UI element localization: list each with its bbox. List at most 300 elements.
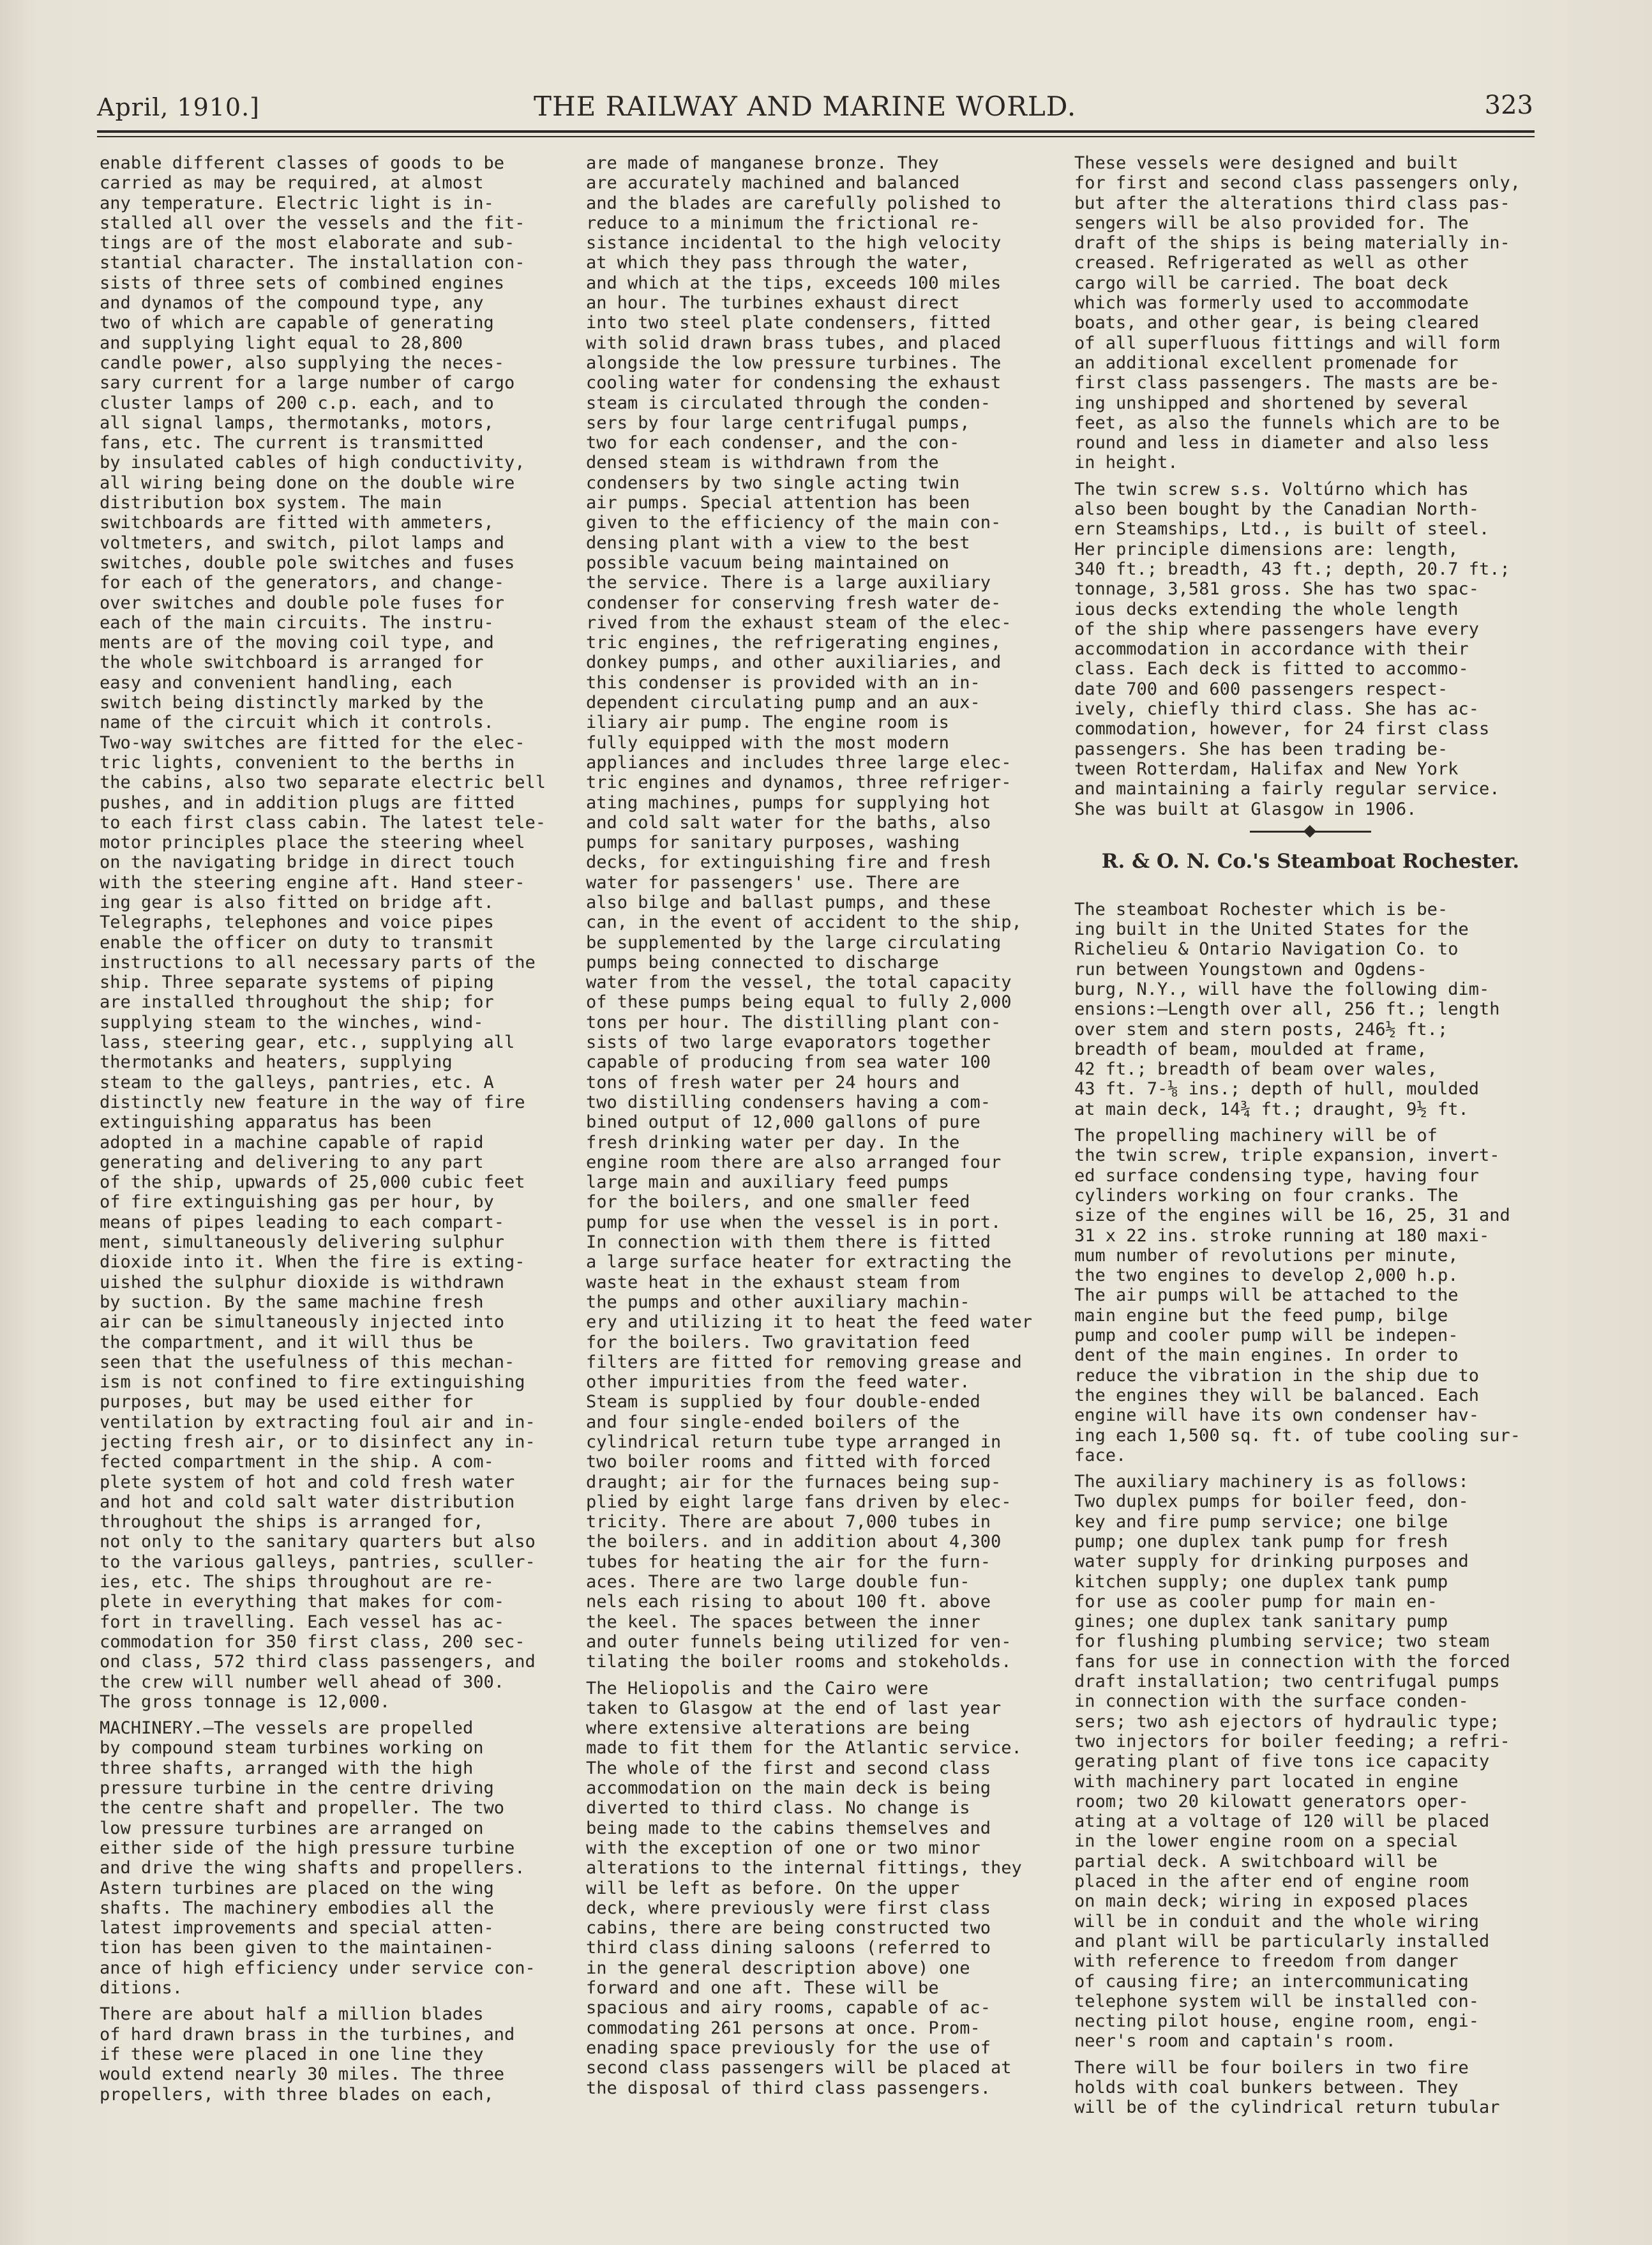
text-line: adopted in a machine capable of rapid [100,1132,484,1153]
text-line: Two duplex pumps for boiler feed, don- [1074,1492,1469,1512]
text-line: of causing fire; an intercommunicating [1074,1971,1469,1992]
text-line: ies, etc. The ships throughout are re- [100,1572,494,1592]
text-line: fected compartment in the ship. A com- [100,1452,494,1472]
text-line: ery and utilizing it to heat the feed water [586,1312,1032,1333]
text-line: an hour. The turbines exhaust direct [586,293,960,314]
text-line: ship. Three separate systems of piping [100,972,494,993]
text-line: will be of the cylindrical return tubular [1074,2098,1500,2118]
text-line: for each of the generators, and change- [100,573,504,593]
text-line: plete in everything that makes for com- [100,1592,504,1612]
text-line: ing each 1,500 sq. ft. of tube cooling sur- [1074,1425,1521,1446]
text-line: tings are of the most elaborate and sub- [100,233,515,253]
text-line: sists of two large evaporators together [586,1032,991,1053]
text-line: to each first class cabin. The latest tele- [100,812,546,833]
text-line: ance of high efficiency under service con- [100,1958,536,1978]
text-line: tubes for heating the air for the furn- [586,1552,991,1572]
text-line: There are about half a million blades [100,2004,484,2025]
text-line: face. [1074,1445,1127,1465]
text-line: pumps being connected to discharge [586,952,939,972]
text-line: fresh drinking water per day. In the [586,1132,960,1153]
text-line: The propelling machinery will be of [1074,1126,1438,1146]
text-line: three shafts, arranged with the high [100,1758,474,1778]
text-line: air can be simultaneously injected into [100,1312,504,1333]
text-line: sistance incidental to the high velocity [586,233,1002,253]
text-line: draft installation; two centrifugal pumps [1074,1672,1500,1692]
text-line: on the navigating bridge in direct touch [100,852,515,873]
text-line: neer's room and captain's room. [1074,2031,1396,2052]
paragraph-gap [1074,2052,1547,2058]
text-line: reduce to a minimum the frictional re- [586,213,980,233]
text-line: are accurately machined and balanced [586,173,960,193]
text-line: creased. Refrigerated as well as other [1074,253,1469,273]
text-line: thermotanks and heaters, supplying [100,1052,453,1073]
text-line: tween Rotterdam, Halifax and New York [1074,759,1459,779]
text-line: in the general description above) one [586,1958,970,1978]
text-line: of these pumps being equal to fully 2,000 [586,992,1012,1013]
text-line: given to the efficiency of the main con- [586,513,1002,533]
text-line: engine will have its own condenser hav- [1074,1405,1479,1426]
text-line: There will be four boilers in two fire [1074,2057,1469,2078]
text-line: but after the alterations third class pas- [1074,193,1510,213]
text-line: and cold salt water for the baths, also [586,812,991,833]
text-line: draft of the ships is being materially in- [1074,233,1510,253]
paragraph [1074,2058,1547,2118]
text-line: ism is not confined to fire extinguishing [100,1372,525,1393]
text-line: filters are fitted for removing grease and [586,1352,1022,1372]
text-line: tric engines and dynamos, three refriger- [586,773,1012,793]
text-line: ing unshipped and shortened by several [1074,393,1469,413]
section-divider [1074,819,1547,849]
text-line: are installed throughout the ship; for [100,992,494,1013]
text-line: be supplemented by the large circulating [586,932,1002,953]
text-line: tion has been given to the maintainen- [100,1938,494,1958]
text-line: 42 ft.; breadth of beam over wales, [1074,1059,1438,1080]
text-line: ating machines, pumps for supplying hot [586,792,991,813]
text-line: ating at a voltage of 120 will be placed [1074,1811,1490,1832]
text-line: this condenser is provided with an in- [586,672,980,693]
text-line: air pumps. Special attention has been [586,493,970,513]
text-line: and maintaining a fairly regular service. [1074,779,1500,799]
text-column-3 [1074,153,1547,2118]
text-line: alterations to the internal fittings, they [586,1858,1022,1878]
text-line: two boiler rooms and fitted with forced [586,1452,991,1472]
text-line: fort in travelling. Each vessel has ac- [100,1612,504,1632]
text-line: the service. There is a large auxiliary [586,573,991,593]
text-line: two distilling condensers having a com- [586,1092,991,1112]
header-rule-thick [97,130,1535,133]
text-line: forward and one aft. These will be [586,1978,939,1999]
text-line: capable of producing from sea water 100 [586,1052,991,1073]
page-number: 323 [1484,91,1533,120]
text-line: the twin screw, triple expansion, invert- [1074,1145,1500,1166]
text-line: being made to the cabins themselves and [586,1818,991,1838]
text-line: and supplying light equal to 28,800 [100,333,463,353]
text-line: which was formerly used to accommodate [1074,293,1469,314]
text-line: ensions:—Length over all, 256 ft.; length [1074,999,1500,1020]
text-line: cluster lamps of 200 c.p. each, and to [100,393,494,413]
text-line: for first and second class passengers only, [1074,173,1521,193]
text-line: holds with coal bunkers between. They [1074,2078,1459,2098]
text-line: plied by eight large fans driven by elec- [586,1492,1012,1512]
text-line: iliary air pump. The engine room is [586,713,949,733]
text-line: of hard drawn brass in the turbines, and [100,2024,515,2045]
text-line: Telegraphs, telephones and voice pipes [100,912,494,933]
text-line: main engine but the feed pump, bilge [1074,1305,1448,1326]
text-line: in the lower engine room on a special [1074,1831,1459,1852]
text-line: with the exception of one or two minor [586,1838,980,1858]
header-date: April, 1910.] [97,93,260,121]
text-line: any temperature. Electric light is in- [100,193,494,213]
text-line: burg, N.Y., will have the following dim- [1074,979,1490,999]
text-line: other impurities from the feed water. [586,1372,970,1393]
text-column-2 [586,153,1058,2098]
text-line: an additional excellent promenade for [1074,352,1459,373]
text-line: gerating plant of five tons ice capacity [1074,1751,1490,1772]
text-line: sists of three sets of combined engines [100,273,504,293]
text-line: spacious and airy rooms, capable of ac- [586,1998,991,2018]
text-line: cooling water for condensing the exhaust [586,373,1002,393]
text-line: propellers, with three blades on each, [100,2084,494,2105]
text-line: for the boilers, and one smaller feed [586,1192,970,1213]
text-line: ing built in the United States for the [1074,919,1469,940]
text-line: will be in conduit and the whole wiring [1074,1911,1479,1931]
text-line: would extend nearly 30 miles. The three [100,2064,504,2085]
text-line: where extensive alterations are being [586,1718,970,1739]
text-line: sers; two ash ejectors of hydraulic type; [1074,1711,1500,1732]
text-line: sengers will be also provided for. The [1074,213,1469,233]
text-line: the whole switchboard is arranged for [100,653,484,673]
text-line: the centre shaft and propeller. The two [100,1798,504,1818]
text-line: by suction. By the same machine fresh [100,1292,484,1312]
text-line: fans, etc. The current is transmitted [100,433,484,453]
text-line: if these were placed in one line they [100,2044,484,2064]
text-line: water supply for drinking purposes and [1074,1552,1469,1572]
text-line: These vessels were designed and built [1074,153,1459,173]
paragraph [1074,1472,1547,2052]
text-line: date 700 and 600 passengers respect- [1074,679,1448,699]
text-line: ventilation by extracting foul air and in- [100,1412,536,1432]
paragraph [586,153,1058,1672]
text-line: tric lights, convenient to the berths in [100,752,515,773]
text-line: also been bought by the Canadian North- [1074,499,1479,520]
text-line: decks, for extinguishing fire and fresh [586,852,991,873]
text-line: cabins, there are being constructed two [586,1918,991,1939]
text-line: two for each condenser, and the con- [586,433,960,453]
text-line: ment, simultaneously delivering sulphur [100,1232,504,1253]
text-line: The auxiliary machinery is as follows: [1074,1472,1469,1492]
text-line: carried as may be required, at almost [100,173,484,193]
text-line: ing gear is also fitted on bridge aft. [100,892,494,912]
text-line: of all superfluous fittings and will form [1074,333,1500,353]
text-line: two of which are capable of generating [100,313,494,333]
text-line: in connection with the surface conden- [1074,1691,1469,1712]
text-line: switches, double pole switches and fuses [100,552,515,573]
text-line: She was built at Glasgow in 1906. [1074,799,1417,819]
text-line: feet, as also the funnels which are to be [1074,412,1500,433]
text-line: aces. There are two large double fun- [586,1572,970,1592]
text-line: pumps for sanitary purposes, washing [586,833,960,853]
text-line: and dynamos of the compound type, any [100,293,484,314]
text-line: at which they pass through the water, [586,253,970,273]
text-line: Richelieu & Ontario Navigation Co. to [1074,939,1459,960]
text-line: reduce the vibration in the ship due to [1074,1365,1479,1386]
paragraph [1074,480,1547,819]
text-line: on main deck; wiring in exposed places [1074,1891,1469,1912]
paragraph-gap [1074,1465,1547,1472]
text-line: for flushing plumbing service; two steam [1074,1631,1490,1652]
text-line: Steam is supplied by four double-ended [586,1392,980,1412]
text-line: instructions to all necessary parts of the [100,952,536,972]
text-line: water from the vessel, the total capacity [586,972,1012,993]
text-line: at main deck, 14¾ ft.; draught, 9½ ft. [1074,1099,1469,1119]
text-line: mum number of revolutions per minute, [1074,1245,1459,1266]
text-line: will be left as before. On the upper [586,1878,960,1898]
text-line: gines; one duplex tank sanitary pump [1074,1612,1448,1632]
text-line: taken to Glasgow at the end of last year [586,1698,1002,1718]
text-line: seen that the usefulness of this mechan- [100,1352,515,1372]
text-line: distinctly new feature in the way of fire [100,1092,525,1112]
text-line: sary current for a large number of cargo [100,373,515,393]
text-line: and outer funnels being utilized for ven- [586,1631,1012,1652]
text-line: lass, steering gear, etc., supplying all [100,1032,515,1053]
text-line: appliances and includes three large elec- [586,752,1012,773]
paragraph [100,2004,572,2104]
paragraph-gap [1074,473,1547,480]
text-line: not only to the sanitary quarters but also [100,1532,536,1552]
text-line: pump; one duplex tank pump for fresh [1074,1532,1448,1552]
text-line: generating and delivering to any part [100,1152,484,1172]
text-line: switch being distinctly marked by the [100,693,484,713]
journal-title: THE RAILWAY AND MARINE WORLD. [534,91,1077,122]
text-line: the engines they will be balanced. Each [1074,1385,1479,1405]
text-line: enable different classes of goods to be [100,153,504,173]
text-line: with reference to freedom from danger [1074,1951,1459,1972]
text-line: the pumps and other auxiliary machin- [586,1292,970,1312]
text-line: enable the officer on duty to transmit [100,932,494,953]
text-line: enading space previously for the use of [586,2037,991,2058]
text-line: the disposal of third class passengers. [586,2078,991,2098]
paragraph [1074,1126,1547,1465]
text-line: water for passengers' use. There are [586,872,960,893]
text-line: ern Steamships, Ltd., is built of steel. [1074,519,1490,540]
text-line: MACHINERY.—The vessels are propelled [100,1718,474,1739]
text-line: The gross tonnage is 12,000. [100,1691,391,1712]
text-line: The air pumps will be attached to the [1074,1285,1459,1306]
text-line: in height. [1074,453,1178,473]
text-line: telephone system will be installed con- [1074,1991,1479,2011]
text-line: shafts. The machinery embodies all the [100,1898,494,1918]
text-line: stantial character. The installation con- [100,253,525,273]
text-line: stalled all over the vessels and the fit- [100,213,525,233]
text-line: uished the sulphur dioxide is withdrawn [100,1272,504,1292]
text-line: the cabins, also two separate electric bell [100,773,546,793]
text-line: into two steel plate condensers, fitted [586,313,991,333]
text-line: The steamboat Rochester which is be- [1074,899,1448,919]
text-line: the crew will number well ahead of 300. [100,1672,504,1692]
text-line: pump for use when the vessel is in port. [586,1212,1002,1232]
paragraph-gap [1074,1119,1547,1126]
text-line: The twin screw s.s. Voltúrno which has [1074,479,1469,499]
text-line: for the boilers. Two gravitation feed [586,1332,970,1352]
paragraph [1074,153,1547,473]
text-line: fully equipped with the most modern [586,732,949,753]
text-line: sers by four large centrifugal pumps, [586,412,970,433]
text-line: waste heat in the exhaust steam from [586,1272,960,1292]
text-line: fans for use in connection with the forced [1074,1651,1510,1672]
text-line: to the various galleys, pantries, sculler- [100,1552,536,1572]
text-line: round and less in diameter and also less [1074,433,1490,453]
text-line: class. Each deck is fitted to accommo- [1074,659,1469,679]
text-line: the boilers. and in addition about 4,300 [586,1532,1002,1552]
text-line: engine room there are also arranged four [586,1152,1002,1172]
text-line: densed steam is withdrawn from the [586,453,939,473]
paragraph-gap [100,1712,572,1718]
text-line: Astern turbines are placed on the wing [100,1878,494,1898]
text-line: Her principle dimensions are: length, [1074,539,1459,559]
text-line: pushes, and in addition plugs are fitted [100,792,515,813]
text-line: can, in the event of accident to the ship, [586,912,1022,933]
text-line: dependent circulating pump and an aux- [586,693,980,713]
text-line: first class passengers. The masts are be- [1074,373,1500,393]
text-line: boats, and other gear, is being cleared [1074,313,1479,333]
text-line: ond class, 572 third class passengers, and [100,1652,536,1672]
text-line: 31 x 22 ins. stroke running at 180 maxi- [1074,1225,1490,1246]
text-line: jecting fresh air, or to disinfect any in- [100,1432,536,1452]
text-line: second class passengers will be placed at [586,2058,1012,2078]
text-line: steam is circulated through the conden- [586,393,991,413]
text-line: run between Youngstown and Ogdens- [1074,959,1427,979]
text-line: partial deck. A switchboard will be [1074,1851,1438,1871]
text-line: tons of fresh water per 24 hours and [586,1072,960,1092]
text-line: bined output of 12,000 gallons of pure [586,1112,980,1133]
text-line: necting pilot house, engine room, engi- [1074,2011,1479,2032]
text-line: of fire extinguishing gas per hour, by [100,1192,494,1213]
text-line: throughout the ships is arranged for, [100,1512,484,1532]
text-line: placed in the after end of engine room [1074,1871,1469,1892]
text-line: either side of the high pressure turbine [100,1838,515,1858]
text-line: cylinders working on four cranks. The [1074,1185,1459,1206]
text-line: switchboards are fitted with ammeters, [100,513,494,533]
text-line: by insulated cables of high conductivity, [100,453,525,473]
section-heading: R. & O. N. Co.'s Steamboat Rochester. [1101,849,1520,873]
text-line: ed surface condensing type, having four [1074,1165,1479,1186]
text-line: The whole of the first and second class [586,1758,991,1778]
text-line: cargo will be carried. The boat deck [1074,273,1448,293]
text-line: the keel. The spaces between the inner [586,1612,980,1632]
paragraph-gap [586,1672,1058,1679]
text-line: are made of manganese bronze. They [586,153,939,173]
text-line: possible vacuum being maintained on [586,552,949,573]
text-line: passengers. She has been trading be- [1074,739,1448,759]
text-line: and drive the wing shafts and propellers. [100,1858,525,1878]
text-line: tilating the boiler rooms and stokeholds. [586,1652,1012,1672]
text-line: third class dining saloons (referred to [586,1938,991,1958]
text-line: of the ship, upwards of 25,000 cubic feet [100,1172,525,1193]
text-line: with machinery part located in engine [1074,1771,1459,1792]
text-line: distribution box system. The main [100,493,442,513]
text-line: commodating 261 persons at once. Prom- [586,2018,980,2038]
text-line: and which at the tips, exceeds 100 miles [586,273,1002,293]
text-line: purposes, but may be used either for [100,1392,474,1412]
paragraph [100,153,572,1712]
text-line: steam to the galleys, pantries, etc. A [100,1072,494,1092]
text-line: ively, chiefly third class. She has ac- [1074,699,1479,720]
text-line: nels each rising to about 100 ft. above [586,1592,991,1612]
text-line: rived from the exhaust steam of the elec- [586,612,1012,633]
text-line: all wiring being done on the double wire [100,472,515,493]
text-line: pump and cooler pump will be indepen- [1074,1326,1459,1346]
text-line: and four single-ended boilers of the [586,1412,960,1432]
text-line: alongside the low pressure turbines. The [586,352,1002,373]
text-line: pressure turbine in the centre driving [100,1778,494,1799]
text-line: commodation for 350 first class, 200 sec- [100,1631,525,1652]
text-line: by compound steam turbines working on [100,1738,484,1758]
text-column-1 [100,153,572,2105]
text-line: tons per hour. The distilling plant con- [586,1012,1002,1032]
paragraph [586,1679,1058,2098]
text-line: dioxide into it. When the fire is exting- [100,1252,525,1273]
text-line: room; two 20 kilowatt generators oper- [1074,1791,1469,1811]
text-line: densing plant with a view to the best [586,533,970,553]
text-line: for use as cooler pump for main en- [1074,1591,1438,1612]
text-line: condenser for conserving fresh water de- [586,593,1002,613]
text-line: and hot and cold salt water distribution [100,1492,515,1512]
text-line: cylindrical return tube type arranged in [586,1432,1002,1452]
text-line: two injectors for boiler feeding; a refri- [1074,1731,1510,1751]
text-line: a large surface heater for extracting the [586,1252,1012,1273]
text-line: supplying steam to the winches, wind- [100,1012,484,1032]
text-line: tric engines, the refrigerating engines, [586,633,1002,653]
text-line: easy and convenient handling, each [100,672,453,693]
text-line: commodation, however, for 24 first class [1074,719,1490,739]
text-line: each of the main circuits. The instru- [100,612,494,633]
text-line: of the ship where passengers have every [1074,619,1479,639]
text-line: also bilge and ballast pumps, and these [586,892,991,912]
text-line: latest improvements and special atten- [100,1918,494,1939]
text-line: diverted to third class. No change is [586,1798,970,1818]
running-header [97,88,1540,126]
text-line: 340 ft.; breadth, 43 ft.; depth, 20.7 ft.; [1074,559,1510,579]
text-line: and the blades are carefully polished to [586,193,1002,213]
text-line: breadth of beam, moulded at frame, [1074,1039,1427,1059]
text-line: tonnage, 3,581 gross. She has two spac- [1074,579,1479,600]
text-line: extinguishing apparatus has been [100,1112,432,1133]
text-line: donkey pumps, and other auxiliaries, and [586,653,1002,673]
text-line: The Heliopolis and the Cairo were [586,1678,929,1698]
header-rule-thin [97,136,1535,137]
text-line: means of pipes leading to each compart- [100,1212,504,1232]
text-line: ments are of the moving coil type, and [100,633,494,653]
paragraph-gap [100,1998,572,2004]
text-line: tricity. There are about 7,000 tubes in [586,1512,991,1532]
text-line: kitchen supply; one duplex tank pump [1074,1571,1448,1592]
text-line: ditions. [100,1978,183,1999]
text-line: name of the circuit which it controls. [100,713,494,733]
text-line: key and fire pump service; one bilge [1074,1511,1448,1532]
text-line: over stem and stern posts, 246½ ft.; [1074,1019,1448,1039]
text-line: 43 ft. 7-⅛ ins.; depth of hull, moulded [1074,1079,1479,1100]
text-line: draught; air for the furnaces being sup- [586,1472,1002,1492]
text-line: the compartment, and it will thus be [100,1332,474,1352]
text-line: with solid drawn brass tubes, and placed [586,333,1002,353]
divider-ornament [1303,825,1316,838]
text-line: voltmeters, and switch, pilot lamps and [100,533,504,553]
text-line: deck, where previously were first class [586,1898,991,1918]
text-line: with the steering engine aft. Hand steer- [100,872,525,893]
paragraph [100,1718,572,1998]
text-line: candle power, also supplying the neces- [100,352,504,373]
paragraph [1074,900,1547,1119]
